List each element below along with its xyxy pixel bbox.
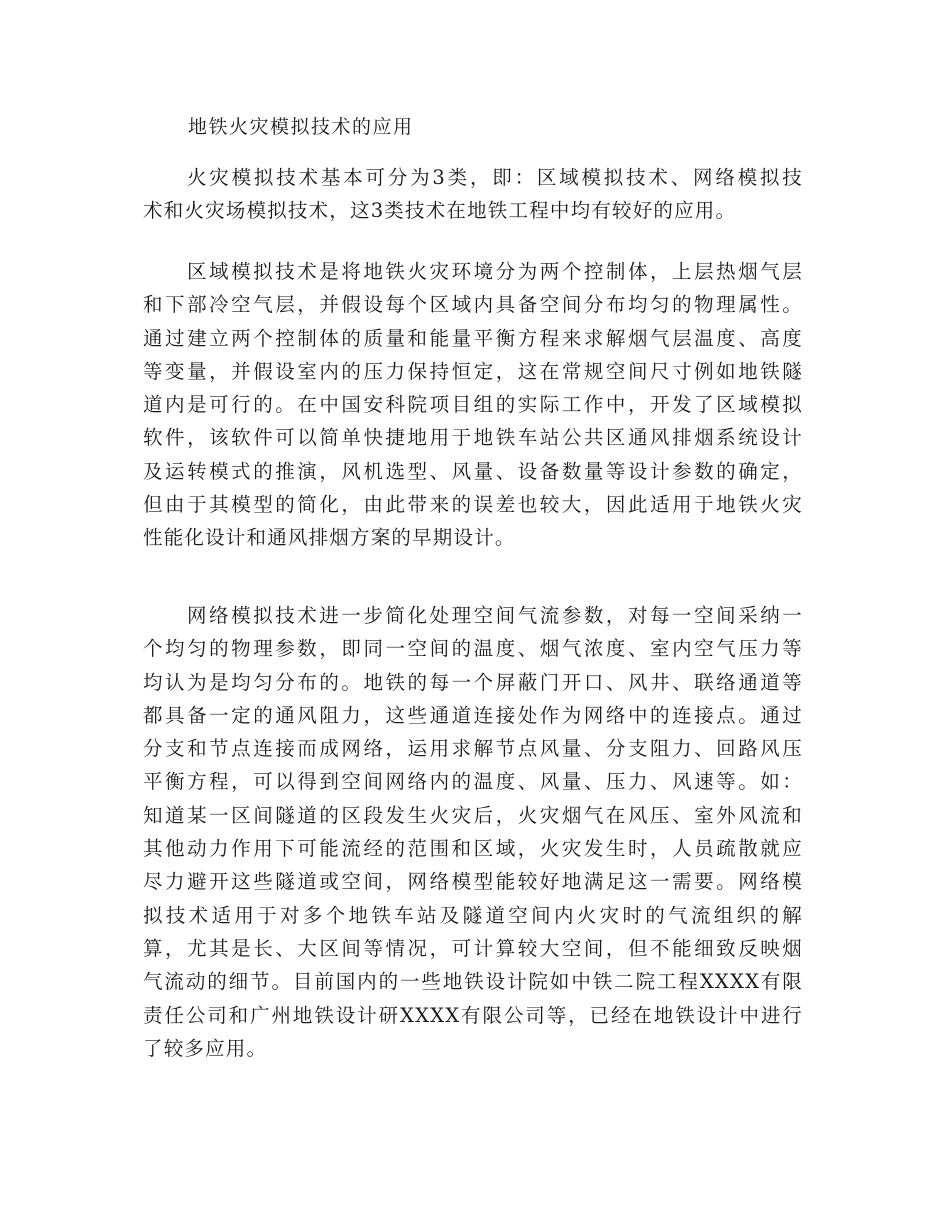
text-line: 性能化设计和通风排烟方案的早期设计。 [143,526,516,550]
text-line: 及运转模式的推演，风机选型、风量、设备数量等设计参数的确定， [143,459,803,483]
text-line: 算，尤其是长、大区间等情况，可计算较大空间，但不能细致反映烟 [143,936,803,960]
paragraph-network-simulation [143,599,803,1065]
paragraph-zone-simulation [143,255,803,555]
text-line: 尽力避开这些隧道或空间，网络模型能较好地满足这一需要。网络模 [143,870,803,894]
text-line: 其他动力作用下可能流经的范围和区域，火灾发生时，人员疏散就应 [143,837,803,861]
text-line: 网络模拟技术进一步简化处理空间气流参数，对每一空间采纳一 [187,604,803,627]
text-line: 通过建立两个控制体的质量和能量平衡方程来求解烟气层温度、高度 [143,326,803,350]
text-line: 区域模拟技术是将地铁火灾环境分为两个控制体，上层热烟气层 [187,260,803,283]
text-line: 平衡方程，可以得到空间网络内的温度、风量、压力、风速等。如： [143,770,803,794]
paragraph-simulation-categories [143,161,803,228]
text-line: 软件，该软件可以简单快捷地用于地铁车站公共区通风排烟系统设计 [143,426,803,450]
document-title: 地铁火灾模拟技术的应用 [188,116,414,138]
text-line: 责任公司和广州地铁设计研XXXX有限公司等，已经在地铁设计中进行 [143,1003,803,1027]
text-line: 都具备一定的通风阻力，这些通道连接处作为网络中的连接点。通过 [143,703,803,727]
text-line: 均认为是均匀分布的。地铁的每一个屏蔽门开口、风井、联络通道等 [143,670,803,694]
text-line: 术和火灾场模拟技术，这3类技术在地铁工程中均有较好的应用。 [143,199,737,223]
text-line: 拟技术适用于对多个地铁车站及隧道空间内火灾时的气流组织的解 [143,903,803,927]
text-line: 气流动的细节。目前国内的一些地铁设计院如中铁二院工程XXXX有限 [143,970,803,994]
text-line: 等变量，并假设室内的压力保持恒定，这在常规空间尺寸例如地铁隧 [143,359,803,383]
text-line: 但由于其模型的简化，由此带来的误差也较大，因此适用于地铁火灾 [143,493,803,517]
text-line: 和下部冷空气层，并假设每个区域内具备空间分布均匀的物理属性。 [143,293,803,317]
text-line: 火灾模拟技术基本可分为3类，即：区域模拟技术、网络模拟技 [187,166,803,189]
text-line: 道内是可行的。在中国安科院项目组的实际工作中，开发了区域模拟 [143,393,803,417]
text-line: 了较多应用。 [143,1036,268,1060]
text-line: 个均匀的物理参数，即同一空间的温度、烟气浓度、室内空气压力等 [143,637,803,661]
text-line: 知道某一区间隧道的区段发生火灾后，火灾烟气在风压、室外风流和 [143,803,803,827]
text-line: 分支和节点连接而成网络，运用求解节点风量、分支阻力、回路风压 [143,737,803,761]
